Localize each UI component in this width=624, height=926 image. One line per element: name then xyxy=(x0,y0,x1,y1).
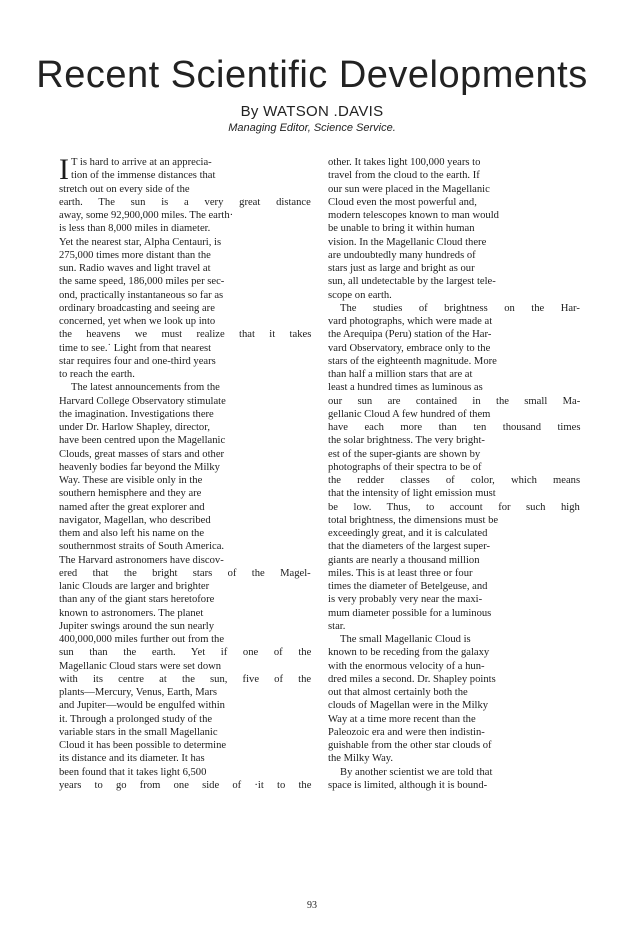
text-line: T is hard to arrive at an apprecia- xyxy=(71,157,212,168)
text-line: with its centre at the sun, five of the xyxy=(59,673,312,685)
text-line: its distance and its diameter. It has xyxy=(59,753,205,765)
text-line: been found that it takes light 6,500 xyxy=(59,766,207,778)
text-line: ond, practically instantaneous so far as xyxy=(59,289,224,301)
text-line: Jupiter swings around the sun nearly xyxy=(59,620,215,632)
text-line: other. It takes light 100,000 years to xyxy=(328,157,481,168)
text-line: clouds of Magellan were in the Milky xyxy=(328,700,489,712)
left-text-column xyxy=(59,153,312,792)
text-line: years to go from one side of ·it to the xyxy=(59,779,312,791)
text-line: that the diameters of the largest super- xyxy=(328,541,490,553)
text-line: the Milky Way. xyxy=(328,753,394,765)
page-number: 93 xyxy=(307,900,317,911)
text-line: that the intensity of light emission must xyxy=(328,488,496,500)
text-line: Cloud even the most powerful and, xyxy=(328,196,477,208)
text-line: ered that the bright stars of the Magel- xyxy=(59,567,311,579)
text-line: it. Through a prolonged study of the xyxy=(59,713,213,725)
text-line: sun, all undetectable by the largest tele- xyxy=(328,276,496,288)
text-line: space is limited, although it is bound- xyxy=(328,779,488,791)
text-line: have each more than ten thousand times xyxy=(328,422,581,433)
text-line: least a hundred times as luminous as xyxy=(328,382,483,394)
right-text-column xyxy=(328,156,580,792)
text-line: the solar brightness. The very bright- xyxy=(328,435,485,447)
text-line: and Jupiter—would be engulfed within xyxy=(59,700,225,712)
text-line: be low. Thus, to account for such high xyxy=(328,501,580,513)
text-line: vard Observatory, embrace only to the xyxy=(328,342,491,354)
text-line: concerned, yet when we look up into xyxy=(59,316,216,327)
text-line: total brightness, the dimensions must be xyxy=(328,514,499,526)
text-line: be unable to bring it within human xyxy=(328,223,475,235)
text-line: giants are nearly a thousand million xyxy=(328,554,480,566)
text-line: guishable from the other star clouds of xyxy=(328,740,492,751)
text-line: southern hemisphere and they are xyxy=(59,488,202,500)
text-line: under Dr. Harlow Shapley, director, xyxy=(59,422,210,433)
text-line: The small Magellanic Cloud is xyxy=(340,634,471,645)
text-line: Clouds, great masses of stars and other xyxy=(59,448,225,460)
text-line: the Arequipa (Peru) station of the Har- xyxy=(328,329,492,341)
text-line: Way at a time more recent than the xyxy=(328,713,476,725)
text-line: Way. These are visible only in the xyxy=(59,475,203,486)
text-line: time to see.˙ Light from that nearest xyxy=(59,342,212,354)
article-title: Recent Scientific Developments xyxy=(36,54,588,96)
text-line: est of the super-giants are shown by xyxy=(328,448,481,460)
text-line: variable stars in the small Magellanic xyxy=(59,726,218,738)
text-line: vard photographs, which were made at xyxy=(328,316,493,327)
text-line: star. xyxy=(328,620,346,632)
text-line: Cloud it has been possible to determine xyxy=(59,740,227,751)
text-line: away, some 92,900,000 miles. The earth· xyxy=(59,210,234,221)
text-line: are undoubtedly many hundreds of xyxy=(328,249,476,261)
text-line: lanic Clouds are larger and brighter xyxy=(59,581,210,592)
author-affiliation: Managing Editor, Science Service. xyxy=(228,122,396,134)
text-line: navigator, Magellan, who described xyxy=(59,514,211,526)
text-line: our sun were placed in the Magellanic xyxy=(328,183,490,195)
text-line: 400,000,000 miles further out from the xyxy=(59,634,225,645)
text-line: out that almost certainly both the xyxy=(328,687,468,698)
text-line: the heavens we must realize that it takes xyxy=(59,329,312,341)
text-line: Paleozoic era and were then indistin- xyxy=(328,726,485,738)
text-line: the redder classes of color, which means xyxy=(328,475,581,486)
text-line: Yet the nearest star, Alpha Centauri, is xyxy=(59,236,222,248)
text-line: stars just as large and bright as our xyxy=(328,263,475,274)
text-line: stretch out on every side of the xyxy=(59,183,190,195)
text-line: our sun are contained in the small Ma- xyxy=(328,395,581,407)
text-line: known to be receding from the galaxy xyxy=(328,647,490,659)
text-line: photographs of their spectra to be of xyxy=(328,461,482,473)
text-line: miles. This is at least three or four xyxy=(328,567,473,579)
author-byline: By WATSON .DAVIS xyxy=(240,103,384,120)
text-line: times the diameter of Betelgeuse, and xyxy=(328,581,488,592)
text-line: is very probably very near the maxi- xyxy=(328,594,483,606)
text-line: Harvard College Observatory stimulate xyxy=(59,395,226,407)
text-line: them and also left his name on the xyxy=(59,528,205,539)
text-line: with the enormous velocity of a hun- xyxy=(328,660,485,672)
text-line: southernmost straits of South America. xyxy=(59,541,225,553)
text-line: scope on earth. xyxy=(328,289,392,301)
text-line: 275,000 times more distant than the xyxy=(59,249,211,261)
text-line: gellanic Cloud A few hundred of them xyxy=(328,408,491,420)
text-line: is less than 8,000 miles in diameter. xyxy=(59,223,211,235)
text-line: Magellanic Cloud stars were set down xyxy=(59,660,222,672)
text-line: heavenly bodies far beyond the Milky xyxy=(59,461,220,473)
text-line: the same speed, 186,000 miles per sec- xyxy=(59,276,225,288)
text-line: The Harvard astronomers have discov- xyxy=(59,554,224,566)
drop-cap: I xyxy=(59,153,69,186)
text-line: tion of the immense distances that xyxy=(71,170,216,182)
text-line: than half a million stars that are at xyxy=(328,369,473,380)
text-line: The latest announcements from the xyxy=(71,382,220,394)
text-line: the imagination. Investigations there xyxy=(59,408,214,420)
text-line: than any of the giant stars heretofore xyxy=(59,594,215,606)
text-line: to reach the earth. xyxy=(59,369,135,380)
text-line: By another scientist we are told that xyxy=(340,766,493,778)
text-line: exceedingly great, and it is calculated xyxy=(328,528,488,539)
text-line: stars of the eighteenth magnitude. More xyxy=(328,355,497,367)
text-line: known to astronomers. The planet xyxy=(59,607,204,619)
text-line: ordinary broadcasting and seeing are xyxy=(59,302,215,314)
text-line: modern telescopes known to man would xyxy=(328,210,499,221)
text-line: mum diameter possible for a luminous xyxy=(328,607,492,619)
text-line: vision. In the Magellanic Cloud there xyxy=(328,236,487,248)
text-line: travel from the cloud to the earth. If xyxy=(328,170,480,182)
text-line: star requires four and one-third years xyxy=(59,355,216,367)
text-line: sun. Radio waves and light travel at xyxy=(59,263,211,274)
text-line: dred miles a second. Dr. Shapley points xyxy=(328,673,496,685)
text-line: have been centred upon the Magellanic xyxy=(59,435,226,447)
text-line: named after the great explorer and xyxy=(59,501,205,513)
text-line: sun than the earth. Yet if one of the xyxy=(59,647,312,659)
text-line: The studies of brightness on the Har- xyxy=(340,302,580,314)
text-line: plants—Mercury, Venus, Earth, Mars xyxy=(59,687,217,698)
text-line: earth. The sun is a very great distance xyxy=(59,196,311,208)
